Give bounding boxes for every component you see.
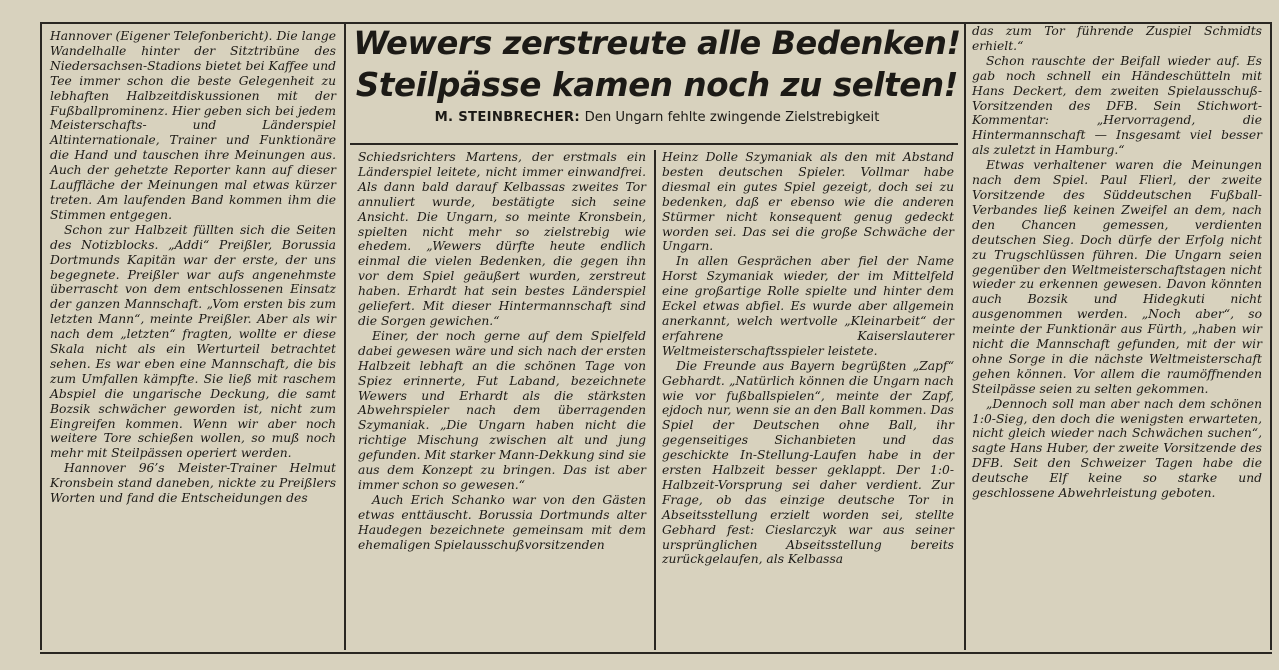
paragraph: Schon zur Halbzeit füllten sich die Seiten des Notizblocks. „Addi“ Preißler, Borussia Dortmunds Kapitän war der erste, der uns begegnete. Preißler war aufs angenehmste überrascht von dem entschlossenen Einsatz der ganzen Mannschaft. „Vom ersten bis zum letzten Mann“, meinte Preißler. Aber als wir nach dem „letzten“ fragten, wollte er diese Skala nicht als ein Werturteil betrachtet sehen. Es war eben eine Mannschaft, die bis zum Umfallen kämpfte. Sie ließ mit raschem Abspiel die ungarische Deckung, die samt Bozsik schwächer geworden ist, nicht zum Eingreifen kommen. Wenn wir aber noch weitere Tore schießen wollen, so muß noch mehr mit Steilpässen operiert werden. [50, 222, 336, 461]
headline-line-1: Wewers zerstreute alle Bedenken! [353, 24, 961, 62]
paragraph: Schon rauschte der Beifall wieder auf. Es gab noch schnell ein Händeschütteln mit Hans Deckert, dem zweiten Spielausschuß-Vorsitzenden des DFB. Sein Stichwort-Kommentar: „Hervorragend, die Hintermannschaft — Insgesamt viel besser als zuletzt in Hamburg.“ [972, 53, 1262, 158]
paragraph: Die Freunde aus Bayern begrüßten „Zapf“ Gebhardt. „Natürlich können die Ungarn nach wie vor fußballspielen“, meinte der Zapf, ejdoch nur, wenn sie an den Ball kommen. Das Spiel der Deutschen ohne Ball, ihr gegenseitiges Sichanbieten und das geschickte In-Stellung-Laufen habe in der ersten Halbzeit besser geklappt. Der 1:0-Halbzeit-Vorsprung sei daher verdient. Zur Frage, ob das einzige deutsche Tor in Abseitsstellung erzielt worden sei, stellte Gebhard fest: Cieslarczyk war aus seiner ursprünglichen Abseitsstellung bereits zurückgelaufen, als Kelbassa [662, 358, 954, 567]
paragraph: Hannover (Eigener Telefonbericht). Die lange Wandelhalle hinter der Sitztribüne des Niedersachsen-Stadions bietet bei Kaffee und Tee immer schon die beste Gelegenheit zu lebhaften Halbzeitdiskussionen mit der Fußballprominenz. Hier geben sich bei jedem Meisterschafts- und Länderspiel Altinternationale, Trainer und Funktionäre die Hand und tauschen ihre Meinungen aus. Auch der gehetzte Reporter kann auf dieser Lauffläche der Meinungen mal etwas kürzer treten. Am laufenden Band kommen ihm die Stimmen entgegen. [50, 29, 336, 222]
right-border [1270, 22, 1272, 650]
paragraph: Etwas verhaltener waren die Meinungen nach dem Spiel. Paul Flierl, der zweite Vorsitzende des Süddeutschen Fußball-Verbandes ließ keinen Zweifel an dem, nach den Chancen gemessen, verdienten deutschen Sieg. Doch dürfe der Erfolg nicht zu Trugschlüssen führen. Die Ungarn seien gegenüber den Weltmeisterschaftstagen nicht wieder zu erkennen gewesen. Davon könnten auch Bozsik und Hidegkuti nicht ausgenommen werden. „Noch aber“, so meinte der Funktionär aus Fürth, „haben wir nicht die Mannschaft gefunden, mit der wir ohne Sorge in die nächste Weltmeisterschaft gehen können. Vor allem die raumöffnenden Steilpässe seien zu selten gekommen. [972, 158, 1262, 396]
article-column-1 [50, 29, 336, 506]
paragraph: „Dennoch soll man aber nach dem schönen 1:0-Sieg, den doch die wenigsten erwarteten, nicht gleich wieder nach Schwächen suchen“, sagte Hans Huber, der zweite Vorsitzende des DFB. Seit den Schweizer Tagen habe die deutsche Elf keine so starke und geschlossene Abwehrleistung geboten. [972, 396, 1262, 501]
column-divider [344, 22, 346, 650]
paragraph: Schiedsrichters Martens, der erstmals ein Länderspiel leitete, nicht immer einwandfrei. Als dann bald darauf Kelbassas zweites Tor annuliert wurde, bestätigte sich seine Ansicht. Die Ungarn, so meinte Kronsbein, spielten nicht mehr so zielstrebig wie ehedem. „Wewers dürfte heute endlich einmal die vielen Bedenken, die gegen ihn vor dem Spiel geäußert wurden, zerstreut haben. Erhardt hat sein bestes Länderspiel geliefert. Mit dieser Hintermannschaft sind die Sorgen gewichen.“ [358, 150, 646, 328]
column-divider [964, 22, 966, 650]
paragraph: Auch Erich Schanko war von den Gästen etwas enttäuscht. Borussia Dortmunds alter Haudegen bezeichnete gemeinsam mit dem ehemaligen Spielausschußvorsitzenden [358, 492, 646, 552]
byline-subtitle: Den Ungarn fehlte zwingende Zielstrebigkeit [584, 110, 880, 125]
paragraph: das zum Tor führende Zuspiel Schmidts erhielt.“ [972, 24, 1262, 53]
headline-block [352, 22, 962, 125]
paragraph: In allen Gesprächen aber fiel der Name Horst Szymaniak wieder, der im Mittelfeld eine großartige Rolle spielte und hinter dem Eckel etwas abfiel. Es wurde aber allgemein anerkannt, welch wertvolle „Kleinarbeit“ der erfahrene Kaiserslauterer Weltmeisterschaftsspieler leistete. [662, 254, 954, 358]
paragraph: Heinz Dolle Szymaniak als den mit Abstand besten deutschen Spieler. Vollmar habe diesmal ein gutes Spiel gezeigt, doch sei zu bedenken, daß er ebenso wie die anderen Stürmer nicht konsequent genug gedeckt worden sei. Das sei die große Schwäche der Ungarn. [662, 150, 954, 254]
paragraph: Einer, der noch gerne auf dem Spielfeld dabei gewesen wäre und sich nach der ersten Halbzeit lebhaft an die schönen Tage von Spiez erinnerte, Fut Laband, bezeichnete Wewers und Erhardt als die stärksten Abwehrspieler nach dem überragenden Szymaniak. „Die Ungarn haben nicht die richtige Mischung zwischen alt und jung gefunden. Mit starker Mann-Dekkung sind sie aus dem Konzept zu bringen. Das ist aber immer schon so gewesen.“ [358, 328, 646, 492]
paragraph: Hannover 96’s Meister-Trainer Helmut Kronsbein stand daneben, nickte zu Preißlers Worten und fand die Entscheidungen des [50, 461, 336, 506]
headline-rule [350, 143, 958, 145]
headline-line-2: Steilpässe kamen noch zu selten! [355, 66, 959, 104]
article-column-2 [358, 150, 646, 552]
column-divider [654, 150, 656, 650]
byline [352, 110, 962, 125]
article-column-4 [972, 24, 1262, 501]
left-border [40, 22, 42, 650]
byline-author: M. STEINBRECHER: [434, 110, 580, 125]
article-column-3 [662, 150, 954, 567]
